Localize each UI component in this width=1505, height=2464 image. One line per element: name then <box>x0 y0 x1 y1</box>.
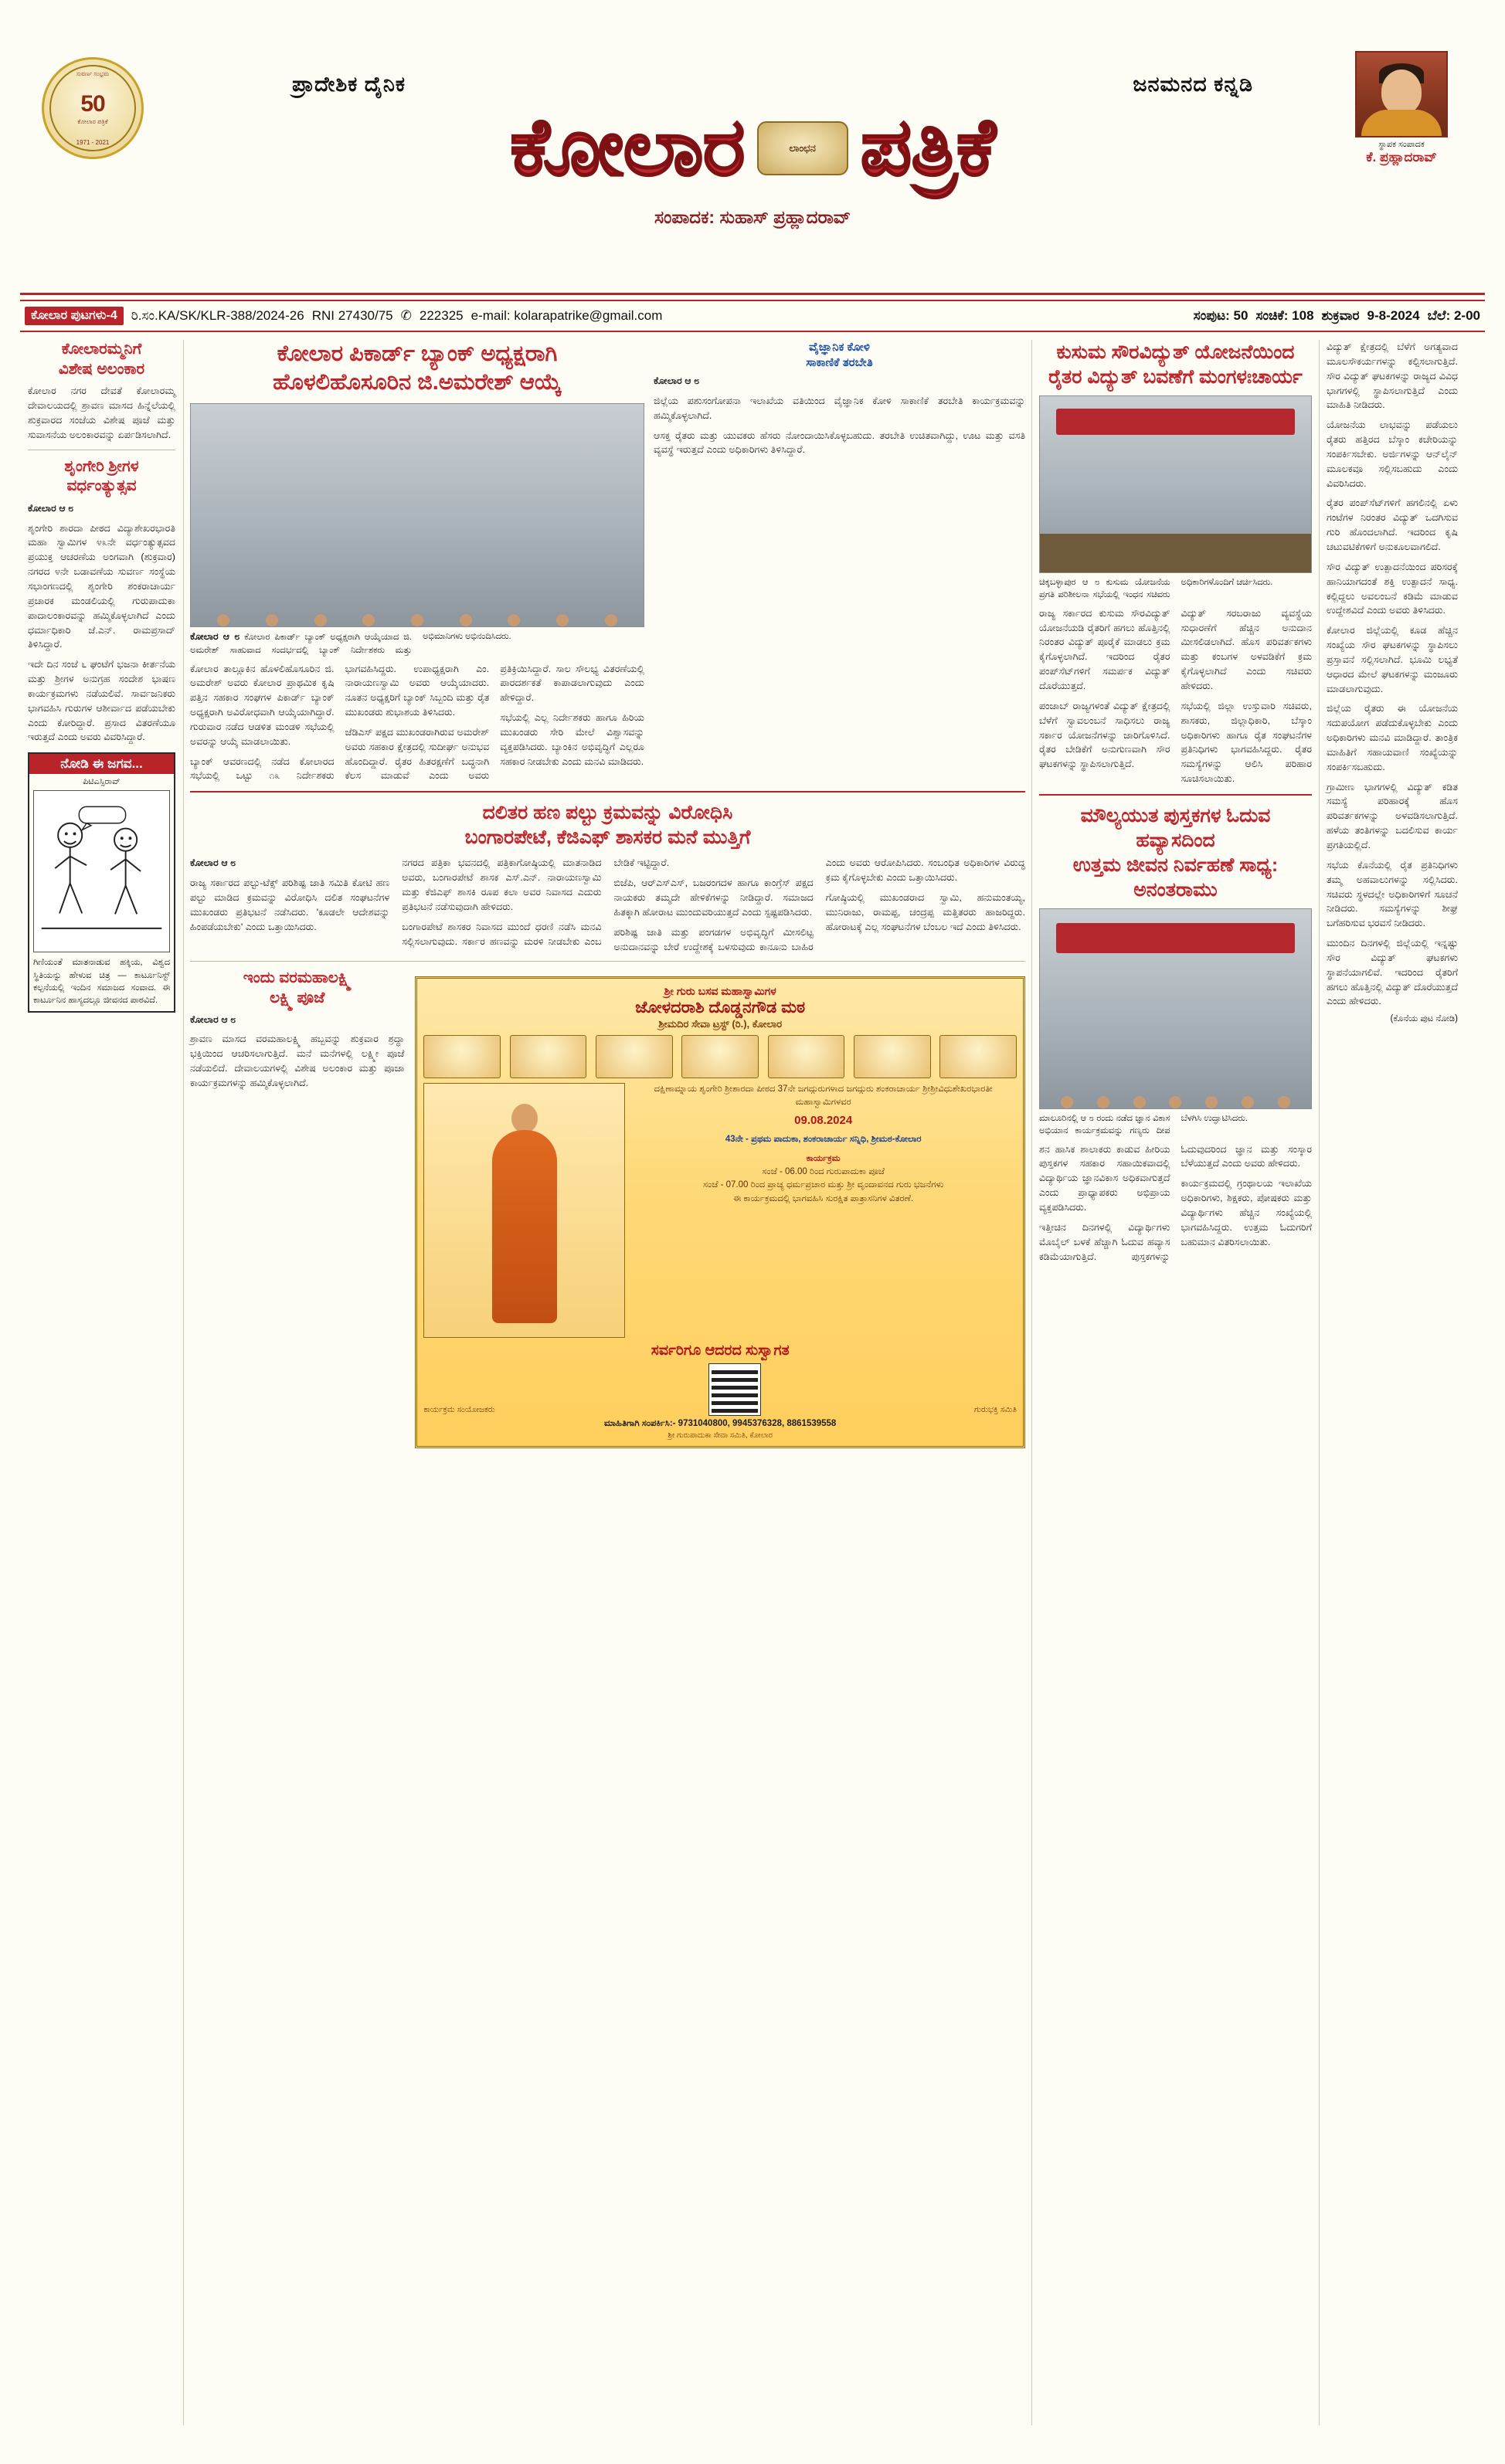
story1-para-3: ಜೆಡಿಎಸ್ ಪಕ್ಷದ ಮುಖಂಡರಾಗಿರುವ ಅಮರೇಶ್ ಅವರು ಸಹಕಾರ ಕ್ಷೇತ್ರದಲ್ಲಿ ಸುದೀರ್ಘ ಅನುಭವ ಹೊಂದಿದ್ದಾರೆ. ರೈತರ ಹಿತರಕ್ಷಣೆಗೆ ಬದ್ಧನಾಗಿ ಕೆಲಸ ಮಾಡುವೆ ಎಂದು ಅವರು ಪ್ರತಿಕ್ರಿಯಿಸಿದ್ದಾರೆ. ಸಾಲ ಸೌಲಭ್ಯ ವಿತರಣೆಯಲ್ಲಿ ಪಾರದರ್ಶಕತೆ ಕಾಪಾಡಲಾಗುವುದು ಎಂದು ಹೇಳಿದ್ದಾರೆ. <box>345 663 644 782</box>
story5-para-2: ಇತ್ತೀಚಿನ ದಿನಗಳಲ್ಲಿ ವಿದ್ಯಾರ್ಥಿಗಳು ಮೊಬೈಲ್ ಬಳಕೆ ಹೆಚ್ಚಾಗಿ ಓದುವ ಹವ್ಯಾಸ ಕಡಿಮೆಯಾಗುತ್ತಿದೆ. ಪುಸ್ತಕಗಳನ್ನು ಓದುವುದರಿಂದ ಜ್ಞಾನ ಮತ್ತು ಸಂಸ್ಕಾರ ಬೆಳೆಯುತ್ತದೆ ಎಂದು ಅವರು ಹೇಳಿದರು. <box>1039 1143 1312 1262</box>
cartoon-caption: ಗಿಣಿಯಂತೆ ಮಾತನಾಡುವ ಹಕ್ಕಿಯ, ವಿಶ್ವದ ಸ್ಥಿತಿಯನ್ನು ಹೇಳುವ ಚಿತ್ರ — ಕಾರ್ಟೂನಿಸ್ಟ್ ಕಲ್ಪನೆಯಲ್ಲಿ ಇಂದಿನ ಸಮಾಜದ ಸಂವಾದ. ಈ ಕಾರ್ಟೂನಿನ ಹಾಸ್ಯದಲ್ಲೂ ಜೀವನದ ಪಾಠವಿದೆ. <box>33 958 170 1006</box>
photo-banner <box>1056 923 1295 953</box>
ad-program-2: ಸಂಜೆ - 07.00 ರಿಂದ ಪ್ರಾಚ್ಯ ಧರ್ಮಪ್ರಚಾರ ಮತ್ತು ಶ್ರೀ ವೃಂದಾವನದ ಗುರು ಭಜನೆಗಳು <box>703 1180 944 1190</box>
story2-para-2: ಆಸಕ್ತ ರೈತರು ಮತ್ತು ಯುವಕರು ಹೆಸರು ನೋಂದಾಯಿಸಿಕೊಳ್ಳಬಹುದು. ತರಬೇತಿ ಉಚಿತವಾಗಿದ್ದು, ಊಟ ಮತ್ತು ವಸತಿ ವ್ಯವಸ್ಥೆ ಇರುತ್ತದೆ ಎಂದು ಅಧಿಕಾರಿಗಳು ತಿಳಿಸಿದ್ದಾರೆ. <box>653 429 1025 456</box>
story3-para-1: ರಾಜ್ಯ ಸರ್ಕಾರದ ಕುಸುಮ ಸೌರವಿದ್ಯುತ್ ಯೋಜನೆಯಡಿ ರೈತರಿಗೆ ಹಗಲು ಹೊತ್ತಿನಲ್ಲಿ ನಿರಂತರ ವಿದ್ಯುತ್ ಪೂರೈಕೆ ಮಾಡಲು ಕ್ರಮ ಕೈಗೊಳ್ಳಲಾಗಿದೆ. ಇದರಿಂದ ರೈತರ ಪಂಪ್‌ಸೆಟ್‌ಗಳಿಗೆ ಸಮರ್ಪಕ ವಿದ್ಯುತ್ ದೊರೆಯುತ್ತದೆ. <box>1039 607 1170 691</box>
tagline-left: ಪ್ರಾದೇಶಿಕ ದೈನಿಕ <box>292 73 406 96</box>
price-label: ಬೆಲೆ: 2-00 <box>1427 308 1480 323</box>
story4-headline-line2: ಬಂಗಾರಪೇಟೆ, ಕೆಜಿಎಫ್ ಶಾಸಕರ ಮನೆ ಮುತ್ತಿಗೆ <box>464 826 751 849</box>
title-word-1: ಕೋಲಾರ <box>510 104 745 192</box>
info-bar <box>20 300 1485 332</box>
story4-body <box>190 856 1025 954</box>
story2-kicker-2: ಸಾಕಾಣಿಕೆ ತರಬೇತಿ <box>806 355 873 369</box>
story4-para-1: ರಾಜ್ಯ ಸರ್ಕಾರದ ಪಲ್ಟು-ಟೆಕ್ಸ್ ಪರಿಶಿಷ್ಟ ಜಾತಿ ಸಮಿತಿ ಕೋಟಿ ಹಣ ಪಲ್ಟು ಮಾಡಿದ ಕ್ರಮವನ್ನು ವಿರೋಧಿಸಿ ದಲಿತ ಸಂಘಟನೆಗಳ ಮುಖಂಡರು ಪ್ರತಿಭಟನೆ ನಡೆಸಿದರು. 'ಕೂಡಲೇ ಆದೇಶವನ್ನು ಹಿಂಪಡೆಯಬೇಕು' ಎಂದು ಒತ್ತಾಯಿಸಿದರು. <box>190 877 390 932</box>
photo-banner <box>1056 409 1295 435</box>
column-right-group <box>1032 340 1465 2425</box>
sringeri-head-2: ವರ್ಧಂತ್ಯುತ್ಸವ <box>66 477 137 495</box>
rc1-para-2: ಯೋಜನೆಯ ಲಾಭವನ್ನು ಪಡೆಯಲು ರೈತರು ಹತ್ತಿರದ ಬೆಸ್ಕಾಂ ಕಚೇರಿಯನ್ನು ಸಂಪರ್ಕಿಸಬೇಕು. ಅರ್ಜಿಗಳನ್ನು ಆನ್‌ಲೈನ್ ಮೂಲಕವೂ ಸಲ್ಲಿಸಬಹುದು ಎಂದು ವಿವರಿಸಿದರು. <box>1327 419 1458 489</box>
logo-50-text: 50 <box>80 90 105 117</box>
portrait-role: ಸ್ಥಾಪಕ ಸಂಪಾದಕ <box>1378 140 1425 149</box>
story2-para-1: ಜಿಲ್ಲೆಯ ಪಶುಸಂಗೋಪನಾ ಇಲಾಖೆಯ ವತಿಯಿಂದ ವೈಜ್ಞಾನಿಕ ಕೋಳಿ ಸಾಕಾಣಿಕೆ ತರಬೇತಿ ಕಾರ್ಯಕ್ರಮವನ್ನು ಹಮ್ಮಿಕೊಳ್ಳಲಾಗಿದೆ. <box>653 395 1025 421</box>
ad-program-title: ಕಾರ್ಯಕ್ರಮ <box>806 1153 841 1163</box>
sringeri-dateline: ಕೋಲಾರ ಆ ೮ <box>28 502 74 514</box>
deity-portrait <box>681 1035 759 1078</box>
story4-para-5: ಪರಿಶಿಷ್ಟ ಜಾತಿ ಮತ್ತು ಪಂಗಡಗಳ ಅಭಿವೃದ್ಧಿಗೆ ಮೀಸಲಿಟ್ಟ ಅನುದಾನವನ್ನು ಬೇರೆ ಉದ್ದೇಶಕ್ಕೆ ಬಳಸುವುದು ಕಾನೂನು ಬಾಹಿರ ಎಂದು ಅವರು ಆರೋಪಿಸಿದರು. ಸಂಬಂಧಿತ ಅಧಿಕಾರಿಗಳ ವಿರುದ್ಧ ಕ್ರಮ ಕೈಗೊಳ್ಳಬೇಕು ಎಂದು ಒತ್ತಾಯಿಸಿದರು. <box>613 857 1025 952</box>
story4-headline-line1: ದಲಿತರ ಹಣ ಪಲ್ಟು ಕ್ರಮವನ್ನು ವಿರೋಧಿಸಿ <box>482 802 733 824</box>
phone-icon: ✆ <box>400 308 412 323</box>
tagline-right: ಜನಮನದ ಕನ್ನಡಿ <box>1133 73 1253 96</box>
ad-line-0: ಶ್ರೀ ಗುರು ಬಸವ ಮಹಾಸ್ವಾಮಿಗಳ <box>664 985 776 998</box>
kolaramma-lead: ಕೋಲಾರ ನಗರ ದೇವತೆ ಕೋಲಾರಮ್ಮ ದೇವಾಲಯದಲ್ಲಿ ಶ್ರಾವಣ ಮಾಸದ ಹಿನ್ನೆಲೆಯಲ್ಲಿ ಶುಕ್ರವಾರದ ಸಂಜೆಯ ವಿಶೇಷ ಪೂಜೆ ಮತ್ತು ಸುವಾಸನೆಯ ಅಲಂಕಾರವನ್ನು ಏರ್ಪಡಿಸಲಾಗಿದೆ. <box>28 385 175 440</box>
story5-headline-line1: ಮೌಲ್ಯಯುತ ಪುಸ್ತಕಗಳ ಓದುವ ಹವ್ಯಾಸದಿಂದ <box>1080 804 1271 851</box>
story1-photo <box>190 403 644 627</box>
volume-label: ಸಂಪುಟ: 50 <box>1193 308 1249 323</box>
qr-code-icon[interactable] <box>709 1364 760 1415</box>
ad-program-1: ಸಂಜೆ - 06.00 ರಿಂದ ಗುರುಪಾದುಕಾ ಪೂಜೆ <box>762 1167 885 1177</box>
column-right-2 <box>1320 340 1465 2425</box>
story4-para-3: ಬಂಗಾರಪೇಟೆ ಶಾಸಕರ ನಿವಾಸದ ಮುಂದೆ ಧರಣಿ ನಡೆಸಿ ಮನವಿ ಸಲ್ಲಿಸಲಾಗುವುದು. ಸರ್ಕಾರ ಹಣವನ್ನು ಮರಳಿ ನೀಡಬೇಕು ಎಂಬ ಬೇಡಿಕೆ ಇಟ್ಟಿದ್ದಾರೆ. <box>402 857 670 947</box>
portrait-shoulders <box>1361 110 1442 136</box>
photo-table <box>1040 534 1311 572</box>
ad-middle <box>423 1083 1017 1338</box>
top-stories-row <box>190 340 1025 783</box>
story3-para-3: ವಿದ್ಯುತ್ ಸರಬರಾಜು ವ್ಯವಸ್ಥೆಯ ಸುಧಾರಣೆಗೆ ಹೆಚ್ಚಿನ ಅನುದಾನ ಮೀಸಲಿಡಲಾಗಿದೆ. ಹೊಸ ಪರಿವರ್ತಕಗಳು ಮತ್ತು ಕಂಬಗಳ ಅಳವಡಿಕೆಗೆ ಕ್ರಮ ಕೈಗೊಳ್ಳಲಾಗಿದೆ ಎಂದು ಸಚಿವರು ಹೇಳಿದರು. <box>1181 607 1312 691</box>
deity-portrait <box>423 1035 501 1078</box>
founder-portrait <box>1344 51 1459 165</box>
ad-occasion: ದಕ್ಷಿಣಾಮ್ನಾಯ ಶೃಂಗೇರಿ ಶ್ರೀಶಾರದಾ ಪೀಠದ 37ನೇ ಜಗದ್ಗುರುಗಳಾದ ಜಗದ್ಗುರು ಶಂಕರಾಚಾರ್ಯ ಶ್ರೀಶ್ರೀವಿಧುಶೇಖರಭಾರತೀ ಮಹಾಸ್ವಾಮಿಗಳವರ <box>654 1084 993 1107</box>
ad-welcome-text: ಸರ್ವರಿಗೂ ಆದರದ ಸುಸ್ವಾಗತ <box>651 1342 790 1359</box>
ad-footer-note: ಶ್ರೀ ಗುರುಪಾದುಕಾ ಸೇವಾ ಸಮಿತಿ, ಕೋಲಾರ <box>668 1431 773 1440</box>
photo-people <box>1040 993 1311 1108</box>
ad-line-1: ಜೋಳದರಾಶಿ ದೊಡ್ಡನಗೌಡ ಮಠ <box>635 999 806 1017</box>
story3-photo <box>1039 395 1312 573</box>
ad-phone-numbers: ಮಾಹಿತಿಗಾಗಿ ಸಂಪರ್ಕಿಸಿ:- 9731040800, 9945376328, 8861539558 <box>604 1418 837 1428</box>
ad-text-block <box>630 1083 1017 1338</box>
story5-para-1: ಶನ ಹಾಸಿಕ ಶಾಲಾಕರು ಕಾಡುವ ಹೀರಿಯ ಪುಸ್ತಕಗಳ ಸಹಕಾರ ಸಹಾಯಿಕವಾದಲ್ಲಿ ವಿದ್ಯಾರ್ಥಿಯ ಜ್ಞಾನವಿಕಾಸ ಅಧಿಕವಾಗುತ್ತದೆ ಎಂದು ಪ್ರಾಧ್ಯಾಪಕರು ಅಭಿಪ್ರಾಯ ವ್ಯಕ್ತಪಡಿಸಿದರು. <box>1039 1143 1170 1213</box>
story1-caption-text: ಕೋಲಾರ ಪಿಕಾರ್ಡ್ ಬ್ಯಾಂಕ್ ಅಧ್ಯಕ್ಷರಾಗಿ ಆಯ್ಕೆಯಾದ ಜಿ. ಅಮರೇಶ್ ಸಾಹುವಾದ ಸಂದರ್ಭದಲ್ಲಿ ಬ್ಯಾಂಕ್ ನಿರ್ದೇಶಕರು ಮತ್ತು ಅಭಿಮಾನಿಗಳು ಅಭಿನಂದಿಸಿದರು. <box>190 632 511 656</box>
rc1-para-3: ರೈತರ ಪಂಪ್‌ಸೆಟ್‌ಗಳಿಗೆ ಹಗಲಿನಲ್ಲಿ ಏಳು ಗಂಟೆಗಳ ನಿರಂತರ ವಿದ್ಯುತ್ ಒದಗಿಸುವ ಗುರಿ ಹೊಂದಲಾಗಿದೆ. ಇದರಿಂದ ಕೃಷಿ ಚಟುವಟಿಕೆಗಳಿಗೆ ಅನುಕೂಲವಾಗಲಿದೆ. <box>1327 497 1458 552</box>
portrait-image <box>1355 51 1448 137</box>
divider <box>190 961 1025 962</box>
ad-event-line: 43ನೇ - ಪ್ರಥಮ ಪಾದುಕಾ, ಶಂಕರಾಚಾರ್ಯ ಸನ್ನಿಧಿ, ಶ್ರೀಮಠ-ಕೋಲಾರ <box>725 1134 922 1144</box>
portrait-face <box>1381 70 1422 114</box>
cartoon-artwork <box>33 790 170 952</box>
story-dalit-protest <box>190 800 1025 1448</box>
continued-note: (ಕೊನೆಯ ಪುಟ ನೋಡಿ) <box>1390 1014 1458 1024</box>
sringeri-head-1: ಶೃಂಗೇರಿ ಶ್ರೀಗಳ <box>64 457 139 475</box>
story5-para-3: ಕಾರ್ಯಕ್ರಮದಲ್ಲಿ ಗ್ರಂಥಾಲಯ ಇಲಾಖೆಯ ಅಧಿಕಾರಿಗಳು, ಶಿಕ್ಷಕರು, ಪೋಷಕರು ಮತ್ತು ವಿದ್ಯಾರ್ಥಿಗಳು ಹೆಚ್ಚಿನ ಸಂಖ್ಯೆಯಲ್ಲಿ ಭಾಗವಹಿಸಿದ್ದರು. ಉತ್ತಮ ಓದುಗರಿಗೆ ಬಹುಮಾನ ವಿತರಿಸಲಾಯಿತು. <box>1181 1178 1312 1247</box>
logo-years-text: 1971 - 2021 <box>76 138 110 146</box>
rc2-para-2: ಜಿಲ್ಲೆಯ ರೈತರು ಈ ಯೋಜನೆಯ ಸದುಪಯೋಗ ಪಡೆದುಕೊಳ್ಳಬೇಕು ಎಂದು ಅಧಿಕಾರಿಗಳು ಮನವಿ ಮಾಡಿದ್ದಾರೆ. ತಾಂತ್ರಿಕ ಮಾಹಿತಿಗೆ ಸಹಾಯವಾಣಿ ಸಂಖ್ಯೆಯನ್ನು ಸಂಪರ್ಕಿಸಬಹುದು. <box>1327 703 1458 772</box>
story1-dateline: ಕೋಲಾರ ಆ ೮ <box>190 631 240 643</box>
story4-sub-block <box>190 969 1025 1448</box>
story2-kicker-1: ವೈಜ್ಞಾನಿಕ ಕೋಳಿ <box>809 341 870 354</box>
newspaper-title <box>20 104 1485 192</box>
cartoon-box <box>28 752 175 1013</box>
rni-number: RNI 27430/75 <box>311 308 393 323</box>
ad-program-3: ಈ ಕಾರ್ಯಕ್ರಮದಲ್ಲಿ ಭಾಗವಹಿಸಿ ಸುರಕ್ಷಿತ ಪಾತ್ರಾಸನಿಗಳ ವಿತರಣೆ. <box>733 1193 914 1203</box>
story3-caption: ಚಿಕ್ಕಬಳ್ಳಾಪುರ ಆ ೮ ಕುಸುಮ ಯೋಜನೆಯ ಪ್ರಗತಿ ಪರಿಶೀಲನಾ ಸಭೆಯಲ್ಲಿ ಇಂಧನ ಸಚಿವರು ಅಧಿಕಾರಿಗಳೊಂದಿಗೆ ಚರ್ಚಿಸಿದರು. <box>1039 578 1273 600</box>
story5-body <box>1039 1142 1312 1264</box>
story4-dateline: ಕೋಲಾರ ಆ ೮ <box>190 857 236 869</box>
divider-thick <box>1039 794 1312 796</box>
story1-caption <box>190 630 644 657</box>
cartoon-svg <box>34 791 169 952</box>
rc2-para-1: ಕೋಲಾರ ಜಿಲ್ಲೆಯಲ್ಲಿ ಕೂಡ ಹೆಚ್ಚಿನ ಸಂಖ್ಯೆಯ ಸೌರ ಘಟಕಗಳನ್ನು ಸ್ಥಾಪಿಸಲು ಪ್ರಸ್ತಾವನೆ ಸಲ್ಲಿಸಲಾಗಿದೆ. ಭೂಮಿ ಲಭ್ಯತೆ ಆಧಾರದ ಮೇಲೆ ಘಟಕಗಳನ್ನು ಮಂಜೂರು ಮಾಡಲಾಗುವುದು. <box>1327 625 1458 694</box>
registration-number: ರಿ.ಸಂ.KA/SK/KLR-388/2024-26 <box>131 308 304 323</box>
right-col1-body <box>1327 340 1458 1009</box>
story3-para-2: ಪಂಜಾಬ್ ರಾಜ್ಯಗಳಂತೆ ವಿದ್ಯುತ್ ಕ್ಷೇತ್ರದಲ್ಲಿ ಬೆಳೆಗೆ ಸ್ವಾವಲಂಬನೆ ಸಾಧಿಸಲು ರಾಜ್ಯ ಸರ್ಕಾರ ಯೋಜನೆಗಳನ್ನು ಜಾರಿಗೊಳಿಸಿದೆ. ರೈತರ ಬೇಡಿಕೆಗೆ ಅನುಗುಣವಾಗಿ ಸೌರ ಘಟಕಗಳನ್ನು ಸ್ಥಾಪಿಸಲಾಗುತ್ತಿದೆ. <box>1039 700 1170 770</box>
divider-thick <box>190 791 1025 792</box>
story1-para-4: ಸಭೆಯಲ್ಲಿ ಎಲ್ಲ ನಿರ್ದೇಶಕರು ಹಾಗೂ ಹಿರಿಯ ಮುಖಂಡರು ಸೇರಿ ಮೇಲೆ ವಿಶ್ವಾಸವನ್ನು ವ್ಯಕ್ತಪಡಿಸಿದರು. ಬ್ಯಾಂಕಿನ ಅಭಿವೃದ್ಧಿಗೆ ಎಲ್ಲರೂ ಸಹಕಾರ ನೀಡಬೇಕು ಎಂದು ಮನವಿ ಮಾಡಿದರು. <box>500 712 644 767</box>
rc2-para-5: ಮುಂದಿನ ದಿನಗಳಲ್ಲಿ ಜಿಲ್ಲೆಯಲ್ಲಿ ಇನ್ನಷ್ಟು ಸೌರ ವಿದ್ಯುತ್ ಘಟಕಗಳು ಸ್ಥಾಪನೆಯಾಗಲಿವೆ. ಇದರಿಂದ ರೈತರಿಗೆ ಹಗಲು ಹೊತ್ತಿನಲ್ಲಿ ವಿದ್ಯುತ್ ದೊರೆಯುತ್ತದೆ ಎಂದು ಹೇಳಿದರು. <box>1327 938 1458 1007</box>
lakshmi-head-1: ಇಂದು ವರಮಹಾಲಕ್ಷ್ಮಿ <box>243 969 352 987</box>
story5-photo <box>1039 908 1312 1109</box>
cartoon-title: ನೋಡಿ ಈ ಜಗವ... <box>29 754 174 774</box>
cartoonist-name: ಪಿಟಿಎಸ್ಸಿರಾವ್ <box>83 777 121 787</box>
ad-header <box>423 985 1017 1030</box>
column-middle <box>184 340 1032 2425</box>
emblem-icon: ಲಾಂಛನ <box>757 121 848 175</box>
story1-body <box>190 662 644 784</box>
phone-number: 222325 <box>419 308 464 323</box>
rc2-para-3: ಗ್ರಾಮೀಣ ಭಾಗಗಳಲ್ಲಿ ವಿದ್ಯುತ್ ಕಡಿತ ಸಮಸ್ಯೆ ಪರಿಹಾರಕ್ಕೆ ಹೊಸ ಪರಿವರ್ತಕಗಳನ್ನು ಅಳವಡಿಸಲಾಗುತ್ತಿದೆ. ಹಳೆಯ ತಂತಿಗಳನ್ನು ಬದಲಿಸುವ ಕಾರ್ಯ ಪ್ರಗತಿಯಲ್ಲಿದೆ. <box>1327 781 1458 850</box>
story3-para-4: ಸಭೆಯಲ್ಲಿ ಜಿಲ್ಲಾ ಉಸ್ತುವಾರಿ ಸಚಿವರು, ಶಾಸಕರು, ಜಿಲ್ಲಾಧಿಕಾರಿ, ಬೆಸ್ಕಾಂ ಅಧಿಕಾರಿಗಳು ಹಾಗೂ ರೈತ ಸಂಘಟನೆಗಳ ಪ್ರತಿನಿಧಿಗಳು ಭಾಗವಹಿಸಿದ್ದರು. ರೈತರ ಸಮಸ್ಯೆಗಳನ್ನು ಆಲಿಸಿ ಪರಿಹಾರ ಸೂಚಿಸಲಾಯಿತು. <box>1181 700 1312 785</box>
story-kusuma-block <box>654 340 1025 783</box>
rc2-para-4: ಸಭೆಯ ಕೊನೆಯಲ್ಲಿ ರೈತ ಪ್ರತಿನಿಧಿಗಳು ತಮ್ಮ ಅಹವಾಲುಗಳನ್ನು ಸಲ್ಲಿಸಿದರು. ಸಚಿವರು ಸ್ಥಳದಲ್ಲೇ ಅಧಿಕಾರಿಗಳಿಗೆ ಸೂಚನೆ ನೀಡಿದರು. ಸಮಸ್ಯೆಗಳನ್ನು ಶೀಘ್ರ ಬಗೆಹರಿಸುವ ಭರವಸೆ ನೀಡಿದರು. <box>1327 859 1458 929</box>
issue-label: ಸಂಚಿಕೆ: 108 <box>1255 308 1314 323</box>
ad-deity-row <box>423 1035 1017 1078</box>
masthead <box>20 17 1485 295</box>
portrait-name: ಕೆ. ಪ್ರಹ್ಲಾದರಾವ್ <box>1366 150 1437 165</box>
editor-line: ಸಂಪಾದಕ: ಸುಹಾಸ್ ಪ್ರಹ್ಲಾದರಾವ್ <box>654 207 851 227</box>
lakshmi-para: ಶ್ರಾವಣ ಮಾಸದ ವರಮಹಾಲಕ್ಷ್ಮಿ ಹಬ್ಬವನ್ನು ಶುಕ್ರವಾರ ಶ್ರದ್ಧಾ ಭಕ್ತಿಯಿಂದ ಆಚರಿಸಲಾಗುತ್ತಿದೆ. ಮನೆ ಮನೆಗಳಲ್ಲಿ ಲಕ್ಷ್ಮೀ ಪೂಜೆ ನಡೆಯಲಿದೆ. ದೇವಾಲಯಗಳಲ್ಲಿ ವಿಶೇಷ ಅಲಂಕಾರ ಮತ್ತು ಪೂಜಾ ಕಾರ್ಯಕ್ರಮಗಳನ್ನು ಹಮ್ಮಿಕೊಳ್ಳಲಾಗಿದೆ. <box>190 1033 405 1088</box>
story2-dateline: ಕೋಲಾರ ಆ ೮ <box>653 375 700 386</box>
photo-people <box>191 497 644 626</box>
story1-headline-line2: ಹೊಳಲಿಹೊಸೂರಿನ ಜಿ.ಅಮರೇಶ್ ಆಯ್ಕೆ <box>273 370 562 395</box>
story-picard-bank <box>190 340 644 783</box>
swami-illustration <box>423 1083 625 1338</box>
deity-portrait <box>939 1035 1017 1078</box>
story4-para-6: ಗೋಷ್ಠಿಯಲ್ಲಿ ಮುಖಂಡರಾದ ಸ್ವಾಮಿ, ಹನುಮಂತಯ್ಯ, ಮುನಿರಾಜು, ರಾಮಪ್ಪ, ಚಂದ್ರಪ್ಪ ಮತ್ತಿತರರು ಹಾಜರಿದ್ದರು. ಹೋರಾಟಕ್ಕೆ ಎಲ್ಲ ಸಂಘಟನೆಗಳ ಬೆಂಬಲ ಇದೆ ಎಂದು ತಿಳಿಸಿದರು. <box>825 892 1025 932</box>
column-left <box>20 340 184 2425</box>
logo-mid-text: ಕೋಲಾರ ಪತ್ರಿಕೆ <box>77 118 108 126</box>
deity-portrait <box>768 1035 845 1078</box>
ad-footer-row <box>423 1364 1017 1415</box>
story3-headline-line2: ರೈತರ ವಿದ್ಯುತ್ ಬವಣೆಗೆ ಮಂಗಳಃಚಾರ್ಯ <box>1048 366 1303 388</box>
lakshmi-dateline: ಕೋಲಾರ ಆ ೮ <box>190 1013 236 1025</box>
deity-portrait <box>854 1035 931 1078</box>
email-address[interactable]: e-mail: kolarapatrike@gmail.com <box>471 308 663 323</box>
column-right-1 <box>1032 340 1320 2425</box>
rc1-para-4: ಸೌರ ವಿದ್ಯುತ್ ಉತ್ಪಾದನೆಯಿಂದ ಪರಿಸರಕ್ಕೆ ಹಾನಿಯಾಗದಂತೆ ಶಕ್ತಿ ಉತ್ಪಾದನೆ ಸಾಧ್ಯ. ಕಲ್ಲಿದ್ದಲು ಅವಲಂಬನೆ ಕಡಿಮೆ ಮಾಡುವ ಉದ್ದೇಶವಿದೆ ಎಂದು ಅವರು ತಿಳಿಸಿದರು. <box>1327 561 1458 616</box>
story4-para-4: ಬಿಜೆಪಿ, ಆರ್‌ಎಸ್‌ಎಸ್, ಬಜರಂಗದಳ ಹಾಗೂ ಕಾಂಗ್ರೆಸ್ ಪಕ್ಷದ ನಾಯಕರು ತಮ್ಮದೇ ಹೇಳಿಕೆಗಳನ್ನು ನೀಡಿದ್ದಾರೆ. ಸಮಾಜದ ಹಿತಕ್ಕಾಗಿ ಹೋರಾಟ ಮುಂದುವರಿಯುತ್ತದೆ ಎಂದು ಸ್ಪಷ್ಟಪಡಿಸಿದರು. <box>613 877 814 918</box>
story1-para-2: ಬ್ಯಾಂಕ್ ಆವರಣದಲ್ಲಿ ನಡೆದ ಕೋಲಾರದ ಸಭೆಯಲ್ಲಿ ಒಟ್ಟು ೧೩ ನಿರ್ದೇಶಕರು ಭಾಗವಹಿಸಿದ್ದರು. ಉಪಾಧ್ಯಕ್ಷರಾಗಿ ಎಂ. ನಾರಾಯಣಸ್ವಾಮಿ ಅವರು ಆಯ್ಕೆಯಾದರು. ನೂತನ ಅಧ್ಯಕ್ಷರಿಗೆ ಬ್ಯಾಂಕ್ ಸಿಬ್ಬಂದಿ ಮತ್ತು ರೈತ ಮುಖಂಡರು ಶುಭಾಶಯ ತಿಳಿಸಿದರು. <box>190 663 490 782</box>
ad-left-note: ಕಾರ್ಯಕ್ರಮ ಸಂಯೋಜಕರು <box>423 1404 495 1414</box>
sringeri-para-1: ಶೃಂಗೇರಿ ಶಾರದಾ ಪೀಠದ ವಿದ್ಯಾಶೇಖರಭಾರತಿ ಮಹಾ ಸ್ವಾಮಿಗಳ ೪೩ನೇ ವರ್ಧಂತ್ಯುತ್ಸವದ ಪ್ರಯುಕ್ತ ಆಚರಣೆಯ ಅಂಗವಾಗಿ (ಶುಕ್ರವಾರ) ನಗರದ ೪ನೇ ಬಡಾವಣೆಯ ಸುವರ್ಣ ಸಂಸ್ಥೆಯ ಸಭಾಂಗಣದಲ್ಲಿ ಶೃಂಗೇರಿ ಶಂಕರಾಚಾರ್ಯ ಪ್ರಚಾರಕ ಮಂಡಲಿಯಲ್ಲಿ ಗುರುಪಾದುಕಾ ಪಾದಾಲಂಕಾರವನ್ನು ಹಮ್ಮಿಕೊಳ್ಳಲಾಗಿದೆ ಎಂದು ಧರ್ಮಾಧಿಕಾರಿ ಜೆ.ಎನ್. ರಾಮಪ್ರಸಾದ್ ತಿಳಿಸಿದ್ದಾರೆ. <box>28 522 175 650</box>
story3-body <box>1039 606 1312 786</box>
kolaramma-kicker-1: ಕೋಲಾರಮ್ಮನಿಗೆ <box>61 341 142 358</box>
deity-portrait <box>596 1035 673 1078</box>
title-word-2: ಪತ್ರಿಕೆ <box>860 104 995 192</box>
day-label: ಶುಕ್ರವಾರ <box>1321 308 1360 323</box>
ad-right-note: ಗುರುಭಕ್ತಿ ಸಮಿತಿ <box>974 1404 1017 1414</box>
story5-headline-line2: ಉತ್ತಮ ಜೀವನ ನಿರ್ವಹಣೆ ಸಾಧ್ಯ: ಅನಂತರಾಮು <box>1072 854 1279 901</box>
story1-para-1: ಕೋಲಾರ ತಾಲ್ಲೂಕಿನ ಹೊಳಲಿಹೊಸೂರಿನ ಜಿ. ಅಮರೇಶ್ ಅವರು ಕೋಲಾರ ಪ್ರಾಥಮಿಕ ಕೃಷಿ ಪತ್ತಿನ ಸಹಕಾರ ಸಂಘಗಳ ಪಿಕಾರ್ಡ್ ಬ್ಯಾಂಕ್ ಅಧ್ಯಕ್ಷರಾಗಿ ಅವಿರೋಧವಾಗಿ ಆಯ್ಕೆಯಾಗಿದ್ದಾರೆ. ಗುರುವಾರ ನಡೆದ ಆಡಳಿತ ಮಂಡಳಿ ಸಭೆಯಲ್ಲಿ ಅವರನ್ನು ಆಯ್ಕೆ ಮಾಡಲಾಯಿತು. <box>190 663 335 747</box>
sringeri-para-2: ಇದೇ ದಿನ ಸಂಜೆ ೬ ಘಂಟೆಗೆ ಭಜನಾ ಕೀರ್ತನೆಯ ಮತ್ತು ಶ್ರೀಗಳ ಅನುಗ್ರಹ ಸಂದೇಶ ಭಾಷಣ ಕಾರ್ಯಕ್ರಮಗಳು ನಡೆಯಲಿವೆ. ಸಾರ್ವಜನಿಕರು ಭಾಗವಹಿಸಿ ಗುರುಗಳ ಆಶೀರ್ವಾದ ಪಡೆಯಬೇಕು ಎಂದು ಕೋರಿದ್ದಾರೆ. ಪ್ರಸಾದ ವಿತರಣೆಯೂ ಇರುತ್ತದೆ ಎಂದು ಅವರು ವಿವರಿಸಿದ್ದಾರೆ. <box>28 659 175 743</box>
ad-line-2: ಶ್ರೀಮದಿರ ಸೇವಾ ಟ್ರಸ್ಟ್ (ರಿ.), ಕೋಲಾರ <box>658 1017 783 1030</box>
deity-portrait <box>510 1035 587 1078</box>
rc1-para-1: ವಿದ್ಯುತ್ ಕ್ಷೇತ್ರದಲ್ಲಿ ಬೆಳೆಗೆ ಅಗತ್ಯವಾದ ಮೂಲಸೌಕರ್ಯಗಳನ್ನು ಕಲ್ಪಿಸಲಾಗುತ್ತಿದೆ. ಸೌರ ವಿದ್ಯುತ್ ಘಟಕಗಳನ್ನು ರಾಜ್ಯದ ವಿವಿಧ ಭಾಗಗಳಲ್ಲಿ ಸ್ಥಾಪಿಸಲಾಗುತ್ತಿದೆ ಎಂದು ಮಾಹಿತಿ ನೀಡಿದರು. <box>1327 341 1458 411</box>
advertisement-block <box>415 976 1025 1448</box>
story1-headline-line1: ಕೋಲಾರ ಪಿಕಾರ್ಡ್ ಬ್ಯಾಂಕ್ ಅಧ್ಯಕ್ಷರಾಗಿ <box>277 341 558 366</box>
logo-top-text: ಸುವರ್ಣ ಸಂಭ್ರಮ <box>76 70 110 77</box>
swami-robe <box>492 1130 557 1323</box>
pages-badge: ಕೋಲಾರ ಪುಟಗಳು-4 <box>25 307 124 325</box>
kolaramma-kicker-2: ವಿಶೇಷ ಅಲಂಕಾರ <box>58 360 145 378</box>
date-label: 9-8-2024 <box>1367 308 1420 323</box>
story5-caption: ಮಾಲೂರಿನಲ್ಲಿ ಆ ೮ ರಂದು ನಡೆದ ಜ್ಞಾನ ವಿಕಾಸ ಅಭಿಯಾನ ಕಾರ್ಯಕ್ರಮವನ್ನು ಗಣ್ಯರು ದೀಪ ಬೆಳಗಿಸಿ ಉದ್ಘಾಟಿಸಿದರು. <box>1039 1113 1248 1136</box>
lakshmi-head-2: ಲಕ್ಷ್ಮಿ ಪೂಜೆ <box>270 989 325 1006</box>
story4-para-2: ನಗರದ ಪತ್ರಿಕಾ ಭವನದಲ್ಲಿ ಪತ್ರಿಕಾಗೋಷ್ಠಿಯಲ್ಲಿ ಮಾತನಾಡಿದ ಅವರು, ಬಂಗಾರಪೇಟೆ ಶಾಸಕ ಎಸ್.ಎನ್. ನಾರಾಯಣಸ್ವಾಮಿ ಮತ್ತು ಕೆಜಿಎಫ್ ಶಾಸಕಿ ರೂಪ ಕಲಾ ಅವರ ನಿವಾಸದ ಎದುರು ಪ್ರತಿಭಟನೆ ನಡೆಸುವುದಾಗಿ ಹೇಳಿದರು. <box>402 857 602 912</box>
story3-headline-line1: ಕುಸುಮ ಸೌರವಿದ್ಯುತ್ ಯೋಜನೆಯಿಂದ <box>1056 341 1295 363</box>
page-content <box>20 340 1485 2425</box>
swami-head <box>511 1104 538 1133</box>
ad-date: 09.08.2024 <box>794 1114 853 1128</box>
